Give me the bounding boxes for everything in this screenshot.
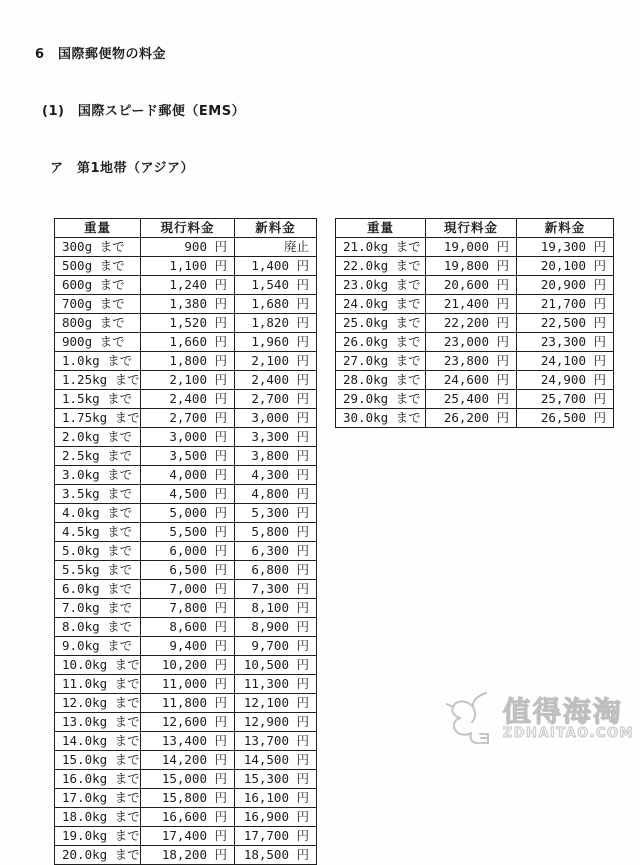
- new-rate-cell: 14,500 円: [235, 751, 317, 770]
- rate-row: [55, 846, 317, 865]
- current-rate-cell: 10,200 円: [141, 656, 235, 675]
- weight-cell: 1.0kg まで: [55, 352, 141, 371]
- weight-cell: 22.0kg まで: [336, 257, 426, 276]
- current-rate-cell: 1,100 円: [141, 257, 235, 276]
- new-rate-cell: 1,960 円: [235, 333, 317, 352]
- watermark-brand: 值得海淘: [502, 695, 623, 728]
- ems-rate-table-left: [54, 218, 317, 865]
- current-rate-cell: 18,200 円: [141, 846, 235, 865]
- new-rate-cell: 8,100 円: [235, 599, 317, 618]
- weight-cell: 3.0kg まで: [55, 466, 141, 485]
- new-rate-cell: 3,300 円: [235, 428, 317, 447]
- new-rate-cell: 2,700 円: [235, 390, 317, 409]
- new-rate-cell: 6,300 円: [235, 542, 317, 561]
- rate-row: [55, 238, 317, 257]
- column-header: 新料金: [517, 219, 614, 238]
- weight-cell: 800g まで: [55, 314, 141, 333]
- current-rate-cell: 4,500 円: [141, 485, 235, 504]
- rate-row: [55, 295, 317, 314]
- rate-row: [336, 257, 614, 276]
- rate-row: [336, 390, 614, 409]
- rate-row: [336, 295, 614, 314]
- current-rate-cell: 15,800 円: [141, 789, 235, 808]
- weight-cell: 6.0kg まで: [55, 580, 141, 599]
- new-rate-cell: 8,900 円: [235, 618, 317, 637]
- current-rate-cell: 11,000 円: [141, 675, 235, 694]
- rate-row: [55, 827, 317, 846]
- rate-row: [55, 713, 317, 732]
- new-rate-cell: 17,700 円: [235, 827, 317, 846]
- rate-row: [55, 637, 317, 656]
- current-rate-cell: 13,400 円: [141, 732, 235, 751]
- weight-cell: 14.0kg まで: [55, 732, 141, 751]
- new-rate-cell: 3,800 円: [235, 447, 317, 466]
- rate-row: [55, 523, 317, 542]
- rate-row: [55, 371, 317, 390]
- weight-cell: 30.0kg まで: [336, 409, 426, 428]
- current-rate-cell: 19,800 円: [426, 257, 517, 276]
- weight-cell: 8.0kg まで: [55, 618, 141, 637]
- column-header: 重量: [336, 219, 426, 238]
- new-rate-cell: 26,500 円: [517, 409, 614, 428]
- current-rate-cell: 21,400 円: [426, 295, 517, 314]
- new-rate-cell: 9,700 円: [235, 637, 317, 656]
- weight-cell: 28.0kg まで: [336, 371, 426, 390]
- column-header: 現行料金: [426, 219, 517, 238]
- rate-row: [55, 770, 317, 789]
- column-header: 重量: [55, 219, 141, 238]
- new-rate-cell: 4,300 円: [235, 466, 317, 485]
- current-rate-cell: 22,200 円: [426, 314, 517, 333]
- weight-cell: 5.5kg まで: [55, 561, 141, 580]
- new-rate-cell: 21,700 円: [517, 295, 614, 314]
- new-rate-cell: 24,900 円: [517, 371, 614, 390]
- weight-cell: 600g まで: [55, 276, 141, 295]
- current-rate-cell: 2,100 円: [141, 371, 235, 390]
- column-header: 新料金: [235, 219, 317, 238]
- ems-rate-table-right: [335, 218, 614, 428]
- current-rate-cell: 24,600 円: [426, 371, 517, 390]
- new-rate-cell: 3,000 円: [235, 409, 317, 428]
- new-rate-cell: 10,500 円: [235, 656, 317, 675]
- current-rate-cell: 2,700 円: [141, 409, 235, 428]
- weight-cell: 7.0kg まで: [55, 599, 141, 618]
- weight-cell: 26.0kg まで: [336, 333, 426, 352]
- current-rate-cell: 15,000 円: [141, 770, 235, 789]
- weight-cell: 3.5kg まで: [55, 485, 141, 504]
- weight-cell: 4.0kg まで: [55, 504, 141, 523]
- current-rate-cell: 1,800 円: [141, 352, 235, 371]
- current-rate-cell: 1,660 円: [141, 333, 235, 352]
- current-rate-cell: 14,200 円: [141, 751, 235, 770]
- watermark: [446, 690, 634, 748]
- rate-row: [336, 352, 614, 371]
- new-rate-cell: 16,900 円: [235, 808, 317, 827]
- weight-cell: 18.0kg まで: [55, 808, 141, 827]
- new-rate-cell: 13,700 円: [235, 732, 317, 751]
- weight-cell: 2.5kg まで: [55, 447, 141, 466]
- current-rate-cell: 26,200 円: [426, 409, 517, 428]
- new-rate-cell: 廃止: [235, 238, 317, 257]
- current-rate-cell: 7,800 円: [141, 599, 235, 618]
- current-rate-cell: 6,500 円: [141, 561, 235, 580]
- weight-cell: 300g まで: [55, 238, 141, 257]
- rate-row: [55, 599, 317, 618]
- new-rate-cell: 25,700 円: [517, 390, 614, 409]
- current-rate-cell: 23,000 円: [426, 333, 517, 352]
- weight-cell: 19.0kg まで: [55, 827, 141, 846]
- weight-cell: 1.25kg まで: [55, 371, 141, 390]
- rate-row: [55, 694, 317, 713]
- rate-row: [55, 466, 317, 485]
- new-rate-cell: 6,800 円: [235, 561, 317, 580]
- new-rate-cell: 5,800 円: [235, 523, 317, 542]
- weight-cell: 500g まで: [55, 257, 141, 276]
- new-rate-cell: 20,900 円: [517, 276, 614, 295]
- new-rate-cell: 16,100 円: [235, 789, 317, 808]
- current-rate-cell: 1,520 円: [141, 314, 235, 333]
- current-rate-cell: 1,240 円: [141, 276, 235, 295]
- weight-cell: 29.0kg まで: [336, 390, 426, 409]
- current-rate-cell: 4,000 円: [141, 466, 235, 485]
- rate-tables-container: [54, 218, 640, 865]
- current-rate-cell: 12,600 円: [141, 713, 235, 732]
- page-title: 6 国際郵便物の料金: [35, 47, 167, 62]
- rate-row: [55, 276, 317, 295]
- rate-row: [55, 314, 317, 333]
- new-rate-cell: 5,300 円: [235, 504, 317, 523]
- current-rate-cell: 5,000 円: [141, 504, 235, 523]
- new-rate-cell: 1,400 円: [235, 257, 317, 276]
- rate-row: [55, 580, 317, 599]
- rate-row: [55, 409, 317, 428]
- current-rate-cell: 8,600 円: [141, 618, 235, 637]
- weight-cell: 23.0kg まで: [336, 276, 426, 295]
- current-rate-cell: 23,800 円: [426, 352, 517, 371]
- weight-cell: 20.0kg まで: [55, 846, 141, 865]
- rate-row: [55, 751, 317, 770]
- current-rate-cell: 5,500 円: [141, 523, 235, 542]
- current-rate-cell: 11,800 円: [141, 694, 235, 713]
- rate-row: [55, 428, 317, 447]
- new-rate-cell: 1,820 円: [235, 314, 317, 333]
- rate-row: [336, 238, 614, 257]
- weight-cell: 13.0kg まで: [55, 713, 141, 732]
- rate-row: [55, 390, 317, 409]
- rate-row: [55, 257, 317, 276]
- current-rate-cell: 1,380 円: [141, 295, 235, 314]
- current-rate-cell: 16,600 円: [141, 808, 235, 827]
- new-rate-cell: 2,100 円: [235, 352, 317, 371]
- rate-row: [55, 447, 317, 466]
- current-rate-cell: 20,600 円: [426, 276, 517, 295]
- new-rate-cell: 12,900 円: [235, 713, 317, 732]
- current-rate-cell: 3,000 円: [141, 428, 235, 447]
- rate-row: [55, 485, 317, 504]
- new-rate-cell: 22,500 円: [517, 314, 614, 333]
- rate-row: [336, 314, 614, 333]
- new-rate-cell: 7,300 円: [235, 580, 317, 599]
- rate-row: [55, 675, 317, 694]
- weight-cell: 5.0kg まで: [55, 542, 141, 561]
- weight-cell: 2.0kg まで: [55, 428, 141, 447]
- current-rate-cell: 900 円: [141, 238, 235, 257]
- weight-cell: 1.75kg まで: [55, 409, 141, 428]
- weight-cell: 27.0kg まで: [336, 352, 426, 371]
- new-rate-cell: 11,300 円: [235, 675, 317, 694]
- weight-cell: 11.0kg まで: [55, 675, 141, 694]
- rate-row: [336, 276, 614, 295]
- rate-row: [55, 504, 317, 523]
- weight-cell: 1.5kg まで: [55, 390, 141, 409]
- new-rate-cell: 24,100 円: [517, 352, 614, 371]
- rate-row: [55, 333, 317, 352]
- new-rate-cell: 15,300 円: [235, 770, 317, 789]
- weight-cell: 10.0kg まで: [55, 656, 141, 675]
- rate-row: [55, 352, 317, 371]
- weight-cell: 12.0kg まで: [55, 694, 141, 713]
- rate-row: [336, 409, 614, 428]
- new-rate-cell: 20,100 円: [517, 257, 614, 276]
- page-subtitle: (1) 国際スピード郵便（EMS）: [42, 104, 246, 119]
- header-row: [55, 219, 317, 238]
- new-rate-cell: 18,500 円: [235, 846, 317, 865]
- weight-cell: 4.5kg まで: [55, 523, 141, 542]
- rate-row: [55, 789, 317, 808]
- bird-logo-icon: [446, 690, 498, 748]
- rate-row: [55, 561, 317, 580]
- new-rate-cell: 1,540 円: [235, 276, 317, 295]
- current-rate-cell: 17,400 円: [141, 827, 235, 846]
- weight-cell: 9.0kg まで: [55, 637, 141, 656]
- weight-cell: 900g まで: [55, 333, 141, 352]
- header-row: [336, 219, 614, 238]
- document-headings: [0, 0, 640, 216]
- new-rate-cell: 19,300 円: [517, 238, 614, 257]
- rate-row: [55, 618, 317, 637]
- rate-row: [336, 371, 614, 390]
- current-rate-cell: 9,400 円: [141, 637, 235, 656]
- rate-row: [55, 732, 317, 751]
- rate-row: [55, 808, 317, 827]
- new-rate-cell: 1,680 円: [235, 295, 317, 314]
- new-rate-cell: 2,400 円: [235, 371, 317, 390]
- weight-cell: 15.0kg まで: [55, 751, 141, 770]
- current-rate-cell: 19,000 円: [426, 238, 517, 257]
- weight-cell: 25.0kg まで: [336, 314, 426, 333]
- rate-row: [336, 333, 614, 352]
- current-rate-cell: 3,500 円: [141, 447, 235, 466]
- current-rate-cell: 6,000 円: [141, 542, 235, 561]
- weight-cell: 17.0kg まで: [55, 789, 141, 808]
- rate-row: [55, 656, 317, 675]
- watermark-text: [503, 697, 634, 741]
- current-rate-cell: 7,000 円: [141, 580, 235, 599]
- new-rate-cell: 4,800 円: [235, 485, 317, 504]
- new-rate-cell: 23,300 円: [517, 333, 614, 352]
- section-heading: ア 第1地帯（アジア）: [50, 161, 195, 176]
- watermark-site: ZDHAITAO.COM: [502, 726, 634, 741]
- current-rate-cell: 25,400 円: [426, 390, 517, 409]
- current-rate-cell: 2,400 円: [141, 390, 235, 409]
- new-rate-cell: 12,100 円: [235, 694, 317, 713]
- column-header: 現行料金: [141, 219, 235, 238]
- weight-cell: 700g まで: [55, 295, 141, 314]
- weight-cell: 16.0kg まで: [55, 770, 141, 789]
- rate-row: [55, 542, 317, 561]
- weight-cell: 24.0kg まで: [336, 295, 426, 314]
- weight-cell: 21.0kg まで: [336, 238, 426, 257]
